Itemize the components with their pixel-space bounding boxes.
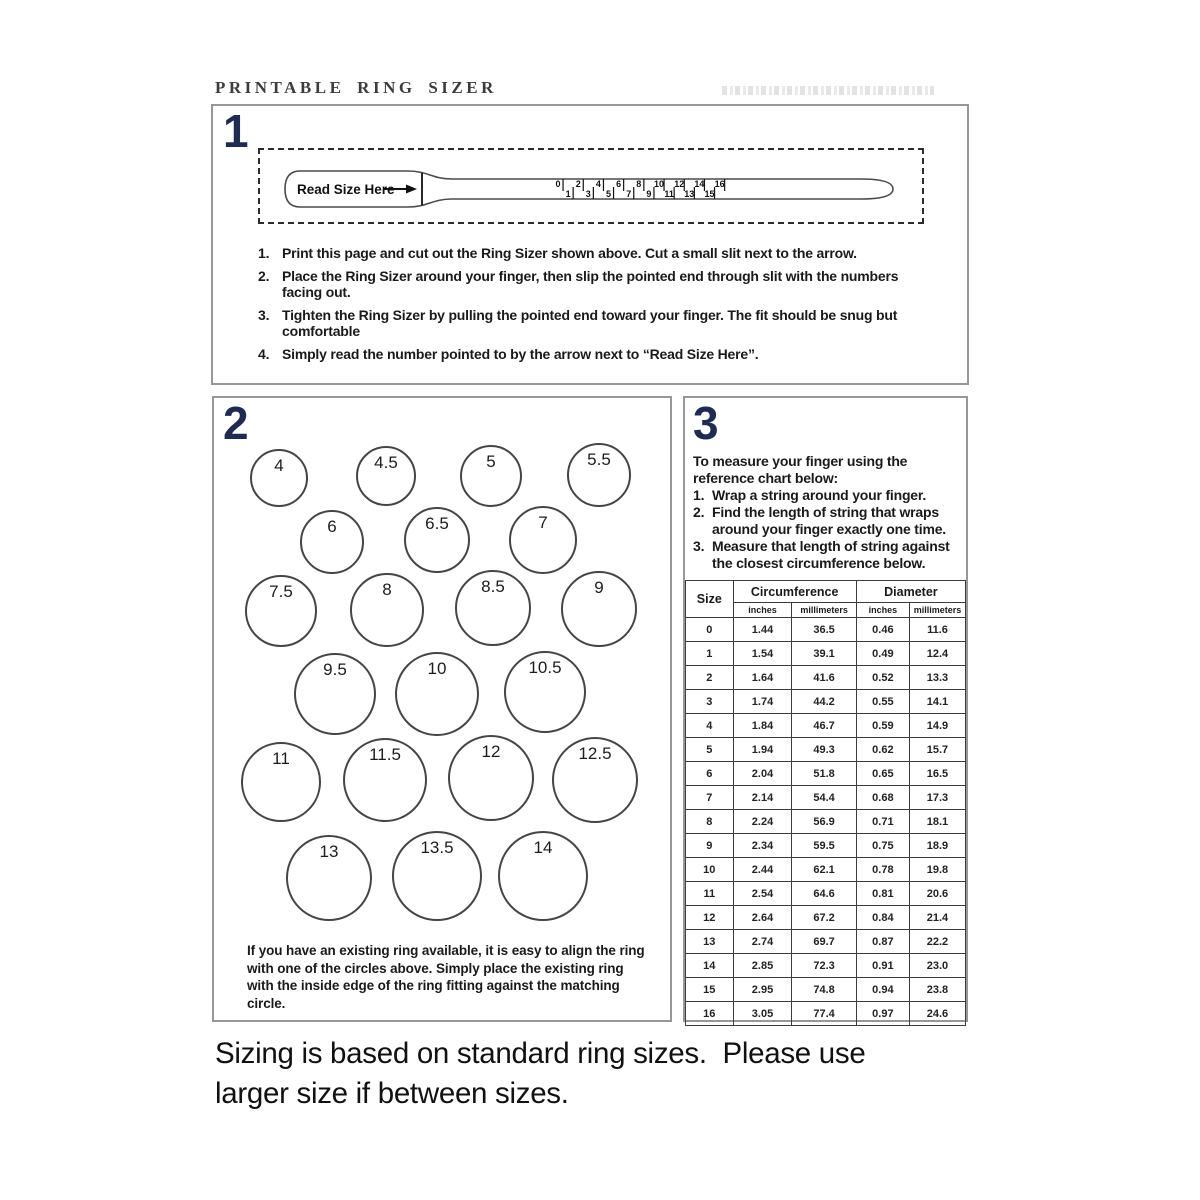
ruler-number: 4 [595, 179, 601, 189]
footer-note-line2: larger size if between sizes. [215, 1077, 569, 1110]
ring-size-circle [498, 831, 588, 921]
size-chart-row [686, 906, 966, 930]
size-chart-cell: 0.71 [856, 810, 909, 834]
measure-steps-list [693, 487, 963, 572]
measure-step-number: 1. [693, 487, 705, 503]
size-chart-cell: 39.1 [792, 642, 856, 666]
size-chart-cell: 12 [686, 906, 734, 930]
ring-size-label: 7.5 [269, 582, 293, 601]
size-chart-cell: 0.59 [856, 714, 909, 738]
ruler-number: 11 [664, 189, 674, 199]
size-chart-cell: 1.64 [733, 666, 792, 690]
size-chart-row [686, 954, 966, 978]
size-chart-cell: 2.14 [733, 786, 792, 810]
ring-size-label: 12 [481, 742, 501, 761]
ring-size-circle [567, 443, 631, 507]
size-chart-cell: 0.46 [856, 618, 909, 642]
subheader-circ-inches: inches [733, 603, 792, 618]
ruler-number: 13 [684, 189, 695, 199]
size-chart-row [686, 930, 966, 954]
section-3-number: 3 [693, 397, 719, 449]
instruction-number: 3. [258, 307, 270, 323]
ruler-number: 14 [694, 179, 705, 189]
instruction-list [258, 245, 916, 369]
size-chart-cell: 2.85 [733, 954, 792, 978]
ring-size-circle [392, 831, 482, 921]
measure-step-number: 3. [693, 538, 705, 554]
size-chart-cell: 13.3 [909, 666, 965, 690]
instruction-item [258, 268, 916, 300]
ring-size-circle [561, 571, 637, 647]
instruction-number: 2. [258, 268, 270, 284]
ruler-number: 6 [616, 179, 622, 189]
ring-size-label: 7 [538, 513, 548, 532]
size-chart-body [686, 618, 966, 1026]
measure-step [693, 538, 963, 572]
size-chart-cell: 77.4 [792, 1002, 856, 1026]
size-chart-cell: 36.5 [792, 618, 856, 642]
size-chart-row [686, 738, 966, 762]
instruction-number: 4. [258, 346, 270, 362]
size-chart-cell: 2.95 [733, 978, 792, 1002]
ring-size-label: 8.5 [481, 577, 505, 596]
size-chart-cell: 1.74 [733, 690, 792, 714]
size-chart-cell: 1.54 [733, 642, 792, 666]
measure-step [693, 487, 963, 504]
measure-step [693, 504, 963, 538]
size-chart-cell: 2 [686, 666, 734, 690]
instruction-item [258, 307, 916, 339]
measure-step-number: 2. [693, 504, 705, 520]
size-chart-table [685, 580, 966, 1026]
size-chart-cell: 0.55 [856, 690, 909, 714]
size-chart-row [686, 690, 966, 714]
size-chart-cell: 5 [686, 738, 734, 762]
subheader-diam-mm: millimeters [909, 603, 965, 618]
ring-size-label: 6 [327, 517, 337, 536]
size-chart-cell: 20.6 [909, 882, 965, 906]
ring-size-circle [356, 446, 416, 506]
size-chart-row [686, 762, 966, 786]
existing-ring-note: If you have an existing ring available, it is easy to align the ring with one of the circles above. Simply place the existing ring with the inside edge of the ring fitting against the matching circle. [247, 943, 645, 1011]
subheader-circ-mm: millimeters [792, 603, 856, 618]
instruction-text: Place the Ring Sizer around your finger, then slip the pointed end through slit with the numbers facing out. [282, 268, 899, 300]
size-chart-cell: 17.3 [909, 786, 965, 810]
ring-size-circle [343, 738, 427, 822]
ring-size-circle [300, 510, 364, 574]
read-size-here-label: Read Size Here [297, 182, 395, 197]
ring-sizer-strap [260, 150, 922, 222]
size-chart-cell: 64.6 [792, 882, 856, 906]
ring-size-circle [404, 507, 470, 573]
ruler-number: 16 [714, 179, 725, 189]
ruler-number: 3 [585, 189, 591, 199]
size-chart-row [686, 882, 966, 906]
size-chart-cell: 0.91 [856, 954, 909, 978]
measure-instructions [693, 453, 963, 572]
size-chart-cell: 0.65 [856, 762, 909, 786]
size-chart-cell: 16 [686, 1002, 734, 1026]
size-chart-cell: 0.52 [856, 666, 909, 690]
faint-watermark-text [722, 86, 934, 95]
col-header-size: Size [686, 581, 734, 618]
size-chart-row [686, 666, 966, 690]
ring-size-circle [350, 573, 424, 647]
ring-size-circle [455, 570, 531, 646]
subheader-diam-inches: inches [856, 603, 909, 618]
size-chart-cell: 14 [686, 954, 734, 978]
instruction-number: 1. [258, 245, 270, 261]
size-chart-cell: 23.8 [909, 978, 965, 1002]
ruler-number: 10 [653, 179, 665, 189]
size-chart-cell: 41.6 [792, 666, 856, 690]
ring-size-label: 10 [427, 659, 447, 678]
size-chart-cell: 16.5 [909, 762, 965, 786]
ring-size-circle [448, 735, 534, 821]
ring-size-label: 6.5 [425, 514, 449, 533]
ring-size-label: 11.5 [369, 745, 401, 764]
ruler-number: 15 [704, 189, 715, 199]
section-1-number: 1 [223, 105, 249, 157]
ruler-number: 0 [555, 179, 561, 189]
size-chart-cell: 21.4 [909, 906, 965, 930]
size-chart-cell: 4 [686, 714, 734, 738]
cutout-dashed-outline [258, 148, 924, 224]
size-chart-row [686, 714, 966, 738]
ruler-number: 5 [605, 189, 612, 199]
ring-size-circle [250, 449, 308, 507]
ring-size-label: 12.5 [578, 744, 612, 763]
table-header-row [686, 581, 966, 603]
ring-size-label: 8 [382, 580, 392, 599]
size-chart-cell: 0.78 [856, 858, 909, 882]
size-chart-cell: 22.2 [909, 930, 965, 954]
col-header-circumference: Circumference [733, 581, 856, 603]
size-chart-cell: 12.4 [909, 642, 965, 666]
size-chart-row [686, 834, 966, 858]
size-chart-cell: 54.4 [792, 786, 856, 810]
instruction-text: Print this page and cut out the Ring Sizer shown above. Cut a small slit next to the arrow. [282, 245, 857, 261]
size-chart-cell: 2.54 [733, 882, 792, 906]
size-chart-cell: 14.9 [909, 714, 965, 738]
ring-size-circle [294, 653, 376, 735]
size-chart-cell: 2.04 [733, 762, 792, 786]
size-chart-cell: 0.97 [856, 1002, 909, 1026]
size-chart-row [686, 786, 966, 810]
size-chart-cell: 59.5 [792, 834, 856, 858]
ring-size-circle [286, 835, 372, 921]
size-chart-cell: 9 [686, 834, 734, 858]
size-chart-cell: 3 [686, 690, 734, 714]
size-chart-cell: 0.87 [856, 930, 909, 954]
ring-size-circle [395, 652, 479, 736]
size-chart-cell: 62.1 [792, 858, 856, 882]
size-chart-cell: 56.9 [792, 810, 856, 834]
ruler-number: 7 [626, 189, 632, 199]
measure-step-text: Wrap a string around your finger. [712, 487, 927, 503]
size-chart-cell: 13 [686, 930, 734, 954]
col-header-diameter: Diameter [856, 581, 965, 603]
size-chart-cell: 1 [686, 642, 734, 666]
ruler-number: 9 [646, 189, 652, 199]
ring-size-circle [460, 445, 522, 507]
size-chart-row [686, 642, 966, 666]
size-chart-cell: 10 [686, 858, 734, 882]
ring-size-label: 10.5 [528, 658, 562, 677]
ruler-number: 12 [674, 179, 685, 189]
size-chart-cell: 2.74 [733, 930, 792, 954]
size-chart-cell: 2.44 [733, 858, 792, 882]
size-chart-cell: 2.64 [733, 906, 792, 930]
size-chart-cell: 72.3 [792, 954, 856, 978]
size-chart-cell: 19.8 [909, 858, 965, 882]
ring-size-label: 4 [274, 456, 284, 475]
size-chart-cell: 15.7 [909, 738, 965, 762]
measure-step-text: Find the length of string that wraps around your finger exactly one time. [712, 504, 946, 537]
size-chart-cell: 49.3 [792, 738, 856, 762]
measure-step-text: Measure that length of string against the closest circumference below. [712, 538, 950, 571]
size-chart-cell: 0.81 [856, 882, 909, 906]
size-chart-row [686, 1002, 966, 1026]
page-title: PRINTABLE RING SIZER [215, 78, 497, 97]
ring-size-circle [504, 651, 586, 733]
instruction-item [258, 245, 916, 261]
size-chart-cell: 0.49 [856, 642, 909, 666]
ring-size-circle [509, 506, 577, 574]
measure-intro: To measure your finger using the reference chart below: [693, 453, 908, 486]
ring-size-circle [245, 575, 317, 647]
size-chart-cell: 11.6 [909, 618, 965, 642]
ring-size-label: 11 [272, 749, 290, 768]
ruler-number: 8 [636, 179, 642, 189]
size-chart-cell: 2.24 [733, 810, 792, 834]
section-2-number: 2 [223, 397, 249, 449]
size-chart-cell: 0.75 [856, 834, 909, 858]
ruler-number: 2 [575, 179, 581, 189]
size-chart-cell: 0 [686, 618, 734, 642]
size-chart-cell: 15 [686, 978, 734, 1002]
size-chart-cell: 8 [686, 810, 734, 834]
ring-size-label: 9 [594, 578, 604, 597]
size-chart-cell: 7 [686, 786, 734, 810]
size-chart-cell: 6 [686, 762, 734, 786]
size-chart-cell: 67.2 [792, 906, 856, 930]
ring-size-label: 14 [533, 838, 553, 857]
footer-note-line1: Sizing is based on standard ring sizes. Please use [215, 1037, 866, 1070]
size-chart-cell: 0.62 [856, 738, 909, 762]
size-chart-cell: 1.84 [733, 714, 792, 738]
section-3-box [683, 396, 968, 1022]
size-chart-cell: 24.6 [909, 1002, 965, 1026]
ring-size-label: 4.5 [374, 453, 398, 472]
size-chart-cell: 23.0 [909, 954, 965, 978]
size-chart-row [686, 618, 966, 642]
ring-size-label: 13 [319, 842, 339, 861]
size-chart-cell: 14.1 [909, 690, 965, 714]
ruler-number: 1 [565, 189, 571, 199]
size-chart-cell: 18.9 [909, 834, 965, 858]
section-1-box [211, 104, 969, 385]
size-chart-cell: 0.84 [856, 906, 909, 930]
size-chart-cell: 2.34 [733, 834, 792, 858]
ring-size-label: 9.5 [323, 660, 347, 679]
size-chart-cell: 1.94 [733, 738, 792, 762]
ring-size-label: 5.5 [587, 450, 611, 469]
size-chart-cell: 3.05 [733, 1002, 792, 1026]
instruction-item [258, 346, 916, 362]
instruction-text: Tighten the Ring Sizer by pulling the pointed end toward your finger. The fit should be snug but comfortable [282, 307, 898, 339]
instruction-text: Simply read the number pointed to by the arrow next to “Read Size Here”. [282, 346, 759, 362]
ring-size-label: 13.5 [420, 838, 454, 857]
section-2-box [212, 396, 672, 1022]
size-chart-cell: 11 [686, 882, 734, 906]
size-chart-cell: 69.7 [792, 930, 856, 954]
size-chart-cell: 1.44 [733, 618, 792, 642]
size-chart-row [686, 978, 966, 1002]
size-chart-cell: 44.2 [792, 690, 856, 714]
size-chart-cell: 51.8 [792, 762, 856, 786]
size-chart-row [686, 858, 966, 882]
size-chart-cell: 46.7 [792, 714, 856, 738]
size-chart-cell: 74.8 [792, 978, 856, 1002]
size-chart-cell: 18.1 [909, 810, 965, 834]
size-chart-cell: 0.68 [856, 786, 909, 810]
size-chart-cell: 0.94 [856, 978, 909, 1002]
ring-size-circle [241, 742, 321, 822]
ring-size-label: 5 [486, 452, 496, 471]
size-chart-row [686, 810, 966, 834]
ring-size-circle [552, 737, 638, 823]
